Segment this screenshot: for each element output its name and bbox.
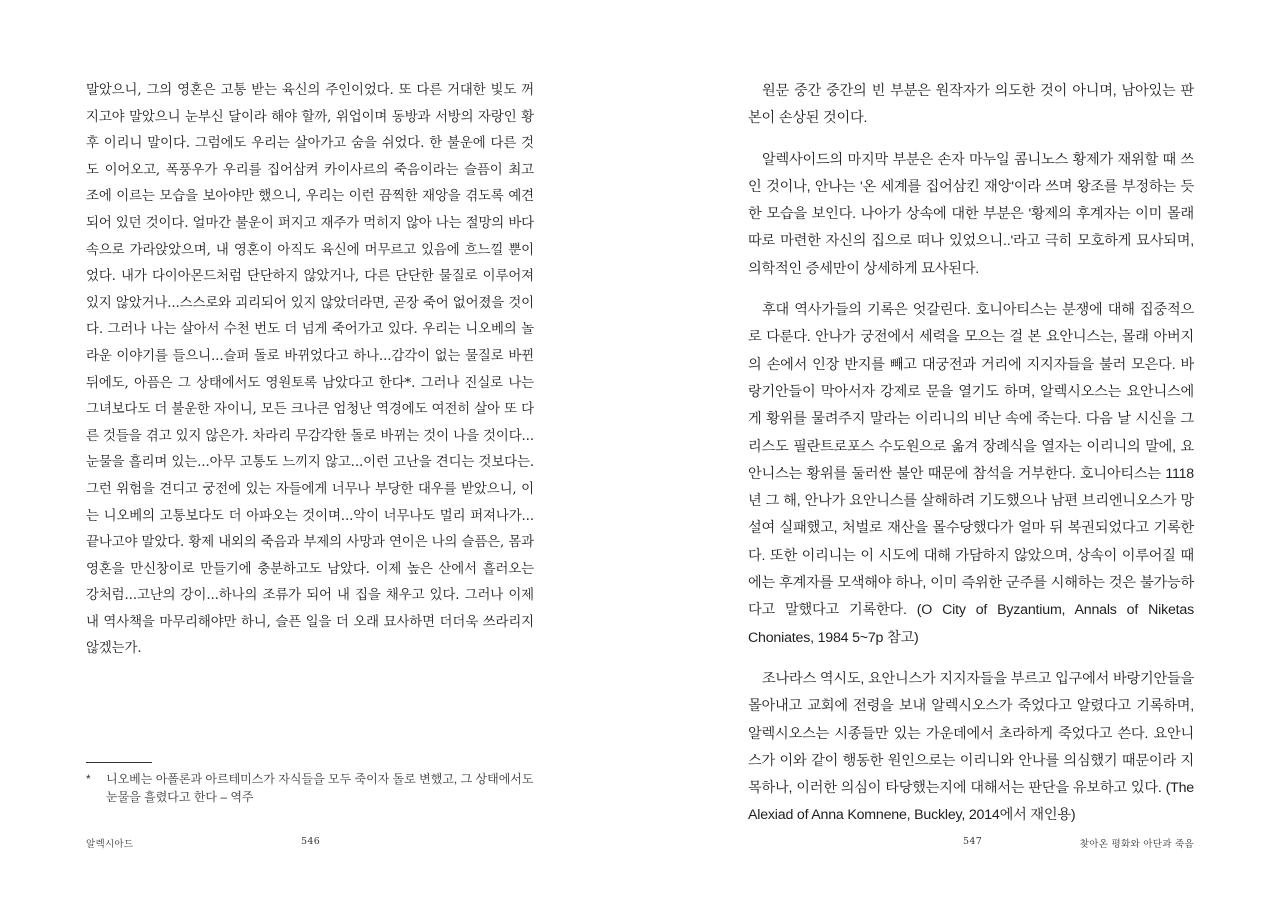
right-paragraph-1: 원문 중간 중간의 빈 부분은 원작자가 의도한 것이 아니며, 남아있는 판본이 손상된 것이다. bbox=[748, 83, 1194, 127]
footnote-divider bbox=[86, 762, 152, 763]
left-page-body bbox=[86, 78, 534, 663]
right-page-body bbox=[748, 78, 1194, 844]
footnote-mark: * bbox=[86, 772, 91, 786]
right-paragraph-2: 알렉사이드의 마지막 부분은 손자 마누일 콤니노스 황제가 재위할 때 쓰인 것이나, 안나는 '온 세계를 집어삼킨 재앙'이라 쓰며 왕조를 부정하는 듯한 모습을 보인다. 나아가 상속에 대한 부분은 '황제의 후계자는 이미 몰래 따로 마련한 자신의 집으로 떠나 있었으니..'라고 극히 모호하게 묘사되며, 의학적인 증세만이 상세하게 묘사된다. bbox=[748, 151, 1194, 277]
footnote-text: 니오베는 아폴론과 아르테미스가 자식들을 모두 죽이자 돌로 변했고, 그 상태에서도 눈물을 흘렸다고 한다 – 역주 bbox=[106, 772, 534, 804]
right-running-title: 찾아온 평화와 아단과 죽음 bbox=[1079, 839, 1194, 850]
right-paragraph-3: 후대 역사가들의 기록은 엇갈린다. 호니아티스는 분쟁에 대해 집중적으로 다룬다. 안나가 궁전에서 세력을 모으는 걸 본 요안니스는, 몰래 아버지의 손에서 인장 반지를 빼고 대궁전과 거리에 지지자들을 불러 모은다. 바랑기안들이 막아서자 강제로 문을 열기도 하며, 알렉시오스는 요안니스에게 황위를 물려주지 말라는 이리니의 비난 속에 죽는다. 다음 날 시신을 그리스도 필란트로포스 수도원으로 옮겨 장례식을 열자는 이리니의 말에, 요안니스는 황위를 둘러싼 불안 때문에 참석을 거부한다. 호니아티스는 1118년 그 해, 안나가 요안니스를 살해하려 기도했으나 남편 브리엔니오스가 망설여 실패했고, 처벌로 재산을 몰수당했다가 얼마 뒤 복권되었다고 기록한다. 또한 이리니는 이 시도에 대해 가담하지 않았으며, 상속이 이루어질 때에는 후계자를 모색해야 하나, 이미 즉위한 군주를 시해하는 것은 불가능하다고 말했다고 기록한다. (O City of Byzantium, Annals of Niketas Choniates, 1984 5~7p 참고) bbox=[748, 302, 1194, 646]
right-page bbox=[640, 0, 1280, 908]
left-running-title: 알렉시아드 bbox=[86, 839, 134, 850]
right-paragraph-4: 조나라스 역시도, 요안니스가 지지자들을 부르고 입구에서 바랑기안들을 몰아내고 교회에 전령을 보내 알렉시오스가 죽었다고 알렸다고 기록하며, 알렉시오스는 시종들만 있는 가운데에서 초라하게 죽었다고 쓴다. 요안니스가 이와 같이 행동한 원인으로는 이리니와 안나를 의심했기 때문이라 지목하나, 이러한 의심이 타당했는지에 대해서는 판단을 유보하고 있다. (The Alexiad of Anna Komnene, Buckley, 2014에서 재인용) bbox=[748, 670, 1194, 824]
left-page-number: 546 bbox=[301, 836, 321, 847]
right-page-number: 547 bbox=[963, 836, 983, 847]
left-page-paragraph: 말았으니, 그의 영혼은 고통 받는 육신의 주인이었다. 또 다른 거대한 빛도 꺼지고야 말았으니 눈부신 달이라 해야 할까, 위업이며 동방과 서방의 자랑인 황후 이리니 말이다. 그럼에도 우리는 살아가고 숨을 쉬었다. 한 불운에 다른 것도 이어오고, 폭풍우가 우리를 집어삼켜 카이사르의 죽음이라는 슬픔이 최고조에 이르는 모습을 보아야만 했으니, 우리는 이런 끔찍한 재앙을 겪도록 예견되어 있던 것이다. 얼마간 불운이 퍼지고 재주가 먹히지 않아 나는 절망의 바다 속으로 가라앉았으며, 내 영혼이 아직도 육신에 머무르고 있음에 흐느낄 뿐이었다. 내가 다이아몬드처럼 단단하지 않았거나, 다른 단단한 물질로 이루어져 있지 않았거나...스스로와 괴리되어 있지 않았더라면, 곧장 죽어 없어졌을 것이다. 그러나 나는 살아서 수천 번도 더 넘게 죽어가고 있다. 우리는 니오베의 놀라운 이야기를 들으니...슬퍼 돌로 바뀌었다고 하나...감각이 없는 물질로 바뀐 뒤에도, 아픔은 그 상태에서도 영원토록 남았다고 한다*. 그러나 진실로 나는 그녀보다도 더 불운한 자이니, 모든 크나큰 엄청난 역경에도 여전히 살아 또 다른 것들을 겪고 있지 않은가. 차라리 무감각한 돌로 바뀌는 것이 나을 것이다...눈물을 흘리며 있는...아무 고통도 느끼지 않고...이런 고난을 견디는 것보다는. 그런 위험을 견디고 궁전에 있는 자들에게 너무나 부당한 대우를 받았으니, 이는 니오베의 고통보다도 더 아파오는 것이며...악이 너무나도 멀리 퍼져나가...끝나고야 말았다. 황제 내외의 죽음과 부제의 사망과 연이은 나의 슬픔은, 몸과 영혼을 만신창이로 만들기에 충분하고도 남았다. 이제 높은 산에서 흘러오는 강처럼...고난의 강이...하나의 조류가 되어 내 집을 채우고 있다. 그러나 이제 내 역사책을 마무리해야만 하니, 슬픈 일을 더 오래 묘사하면 더더욱 쓰라리지 않겠는가. bbox=[86, 83, 534, 657]
footnote bbox=[86, 770, 534, 806]
